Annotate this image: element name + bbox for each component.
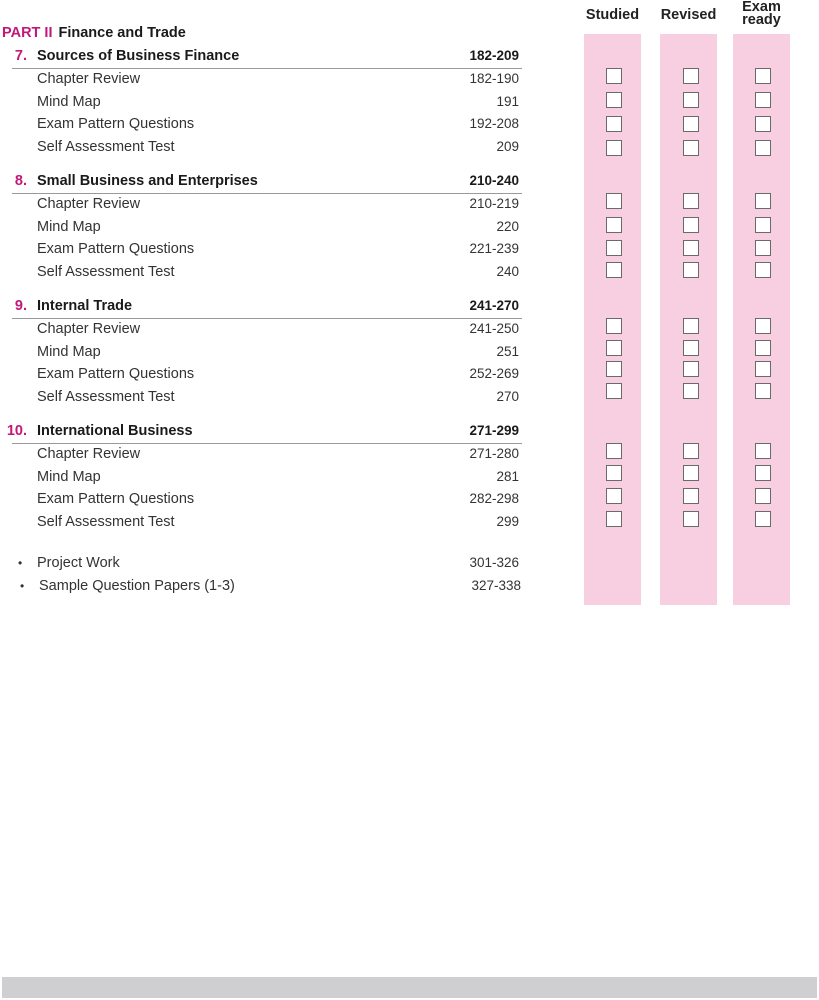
item-pages: 182-190 [469, 71, 519, 86]
item-pages: 220 [496, 219, 519, 234]
chapter-heading[interactable] [0, 171, 522, 191]
revised-checkbox[interactable] [683, 262, 699, 278]
footer-bar [2, 977, 817, 998]
item-title: Exam Pattern Questions [37, 491, 195, 507]
chapter-pages: 182-209 [469, 48, 519, 63]
item-title: Self Assessment Test [37, 514, 175, 530]
chapter-heading[interactable] [0, 421, 522, 441]
chapter-title: International Business [37, 423, 193, 439]
studied-checkbox[interactable] [606, 140, 622, 156]
chapter-pages: 210-240 [469, 173, 519, 188]
item-pages: 240 [496, 264, 519, 279]
revised-checkbox[interactable] [683, 68, 699, 84]
chapter-heading[interactable] [0, 296, 522, 316]
item-title: Exam Pattern Questions [37, 116, 195, 132]
extra-item[interactable] [0, 553, 522, 573]
chapter-heading[interactable] [0, 46, 522, 66]
exam-ready-checkbox[interactable] [755, 488, 771, 504]
studied-column-header: Studied [585, 7, 640, 23]
revised-checkbox[interactable] [683, 511, 699, 527]
item-title: Mind Map [37, 469, 101, 485]
studied-checkbox[interactable] [606, 68, 622, 84]
exam-ready-checkbox[interactable] [755, 262, 771, 278]
revised-checkbox[interactable] [683, 383, 699, 399]
studied-checkbox[interactable] [606, 193, 622, 209]
item-pages: 281 [496, 469, 519, 484]
exam-ready-checkbox[interactable] [755, 68, 771, 84]
revised-checkbox[interactable] [683, 240, 699, 256]
exam-ready-checkbox[interactable] [755, 465, 771, 481]
item-pages: 251 [496, 344, 519, 359]
item-pages: 192-208 [469, 116, 519, 131]
toc-item[interactable] [0, 69, 522, 89]
part-title: Finance and Trade [58, 25, 186, 41]
studied-checkbox[interactable] [606, 511, 622, 527]
toc-item[interactable] [0, 444, 522, 464]
exam-ready-checkbox[interactable] [755, 340, 771, 356]
studied-checkbox[interactable] [606, 488, 622, 504]
item-title: Chapter Review [37, 71, 141, 87]
toc-item[interactable] [0, 194, 522, 214]
item-title: Project Work [37, 555, 120, 571]
studied-checkbox[interactable] [606, 116, 622, 132]
item-title: Chapter Review [37, 196, 141, 212]
revised-checkbox[interactable] [683, 217, 699, 233]
item-title: Chapter Review [37, 321, 141, 337]
revised-checkbox[interactable] [683, 340, 699, 356]
item-pages: 241-250 [469, 321, 519, 336]
exam-ready-checkbox[interactable] [755, 443, 771, 459]
part-label: PART II [2, 25, 53, 41]
toc-item[interactable] [0, 239, 522, 259]
revised-checkbox[interactable] [683, 193, 699, 209]
studied-checkbox[interactable] [606, 443, 622, 459]
toc-item[interactable] [0, 364, 522, 384]
part-heading [2, 25, 186, 41]
toc-item[interactable] [0, 114, 522, 134]
revised-checkbox[interactable] [683, 465, 699, 481]
revised-checkbox[interactable] [683, 488, 699, 504]
exam-ready-checkbox[interactable] [755, 511, 771, 527]
exam-ready-checkbox[interactable] [755, 240, 771, 256]
chapter-title: Small Business and Enterprises [37, 173, 258, 189]
item-pages: 210-219 [469, 196, 519, 211]
item-pages: 301-326 [469, 555, 519, 570]
item-pages: 299 [496, 514, 519, 529]
chapter-title: Internal Trade [37, 298, 133, 314]
item-pages: 252-269 [469, 366, 519, 381]
studied-checkbox[interactable] [606, 318, 622, 334]
chapter-number: 10. [6, 423, 27, 439]
exam-ready-column-header [724, 1, 799, 27]
revised-checkbox[interactable] [683, 116, 699, 132]
exam-ready-header-line2: ready [742, 12, 781, 28]
item-title: Chapter Review [37, 446, 141, 462]
toc-item[interactable] [0, 489, 522, 509]
chapter-number: 7. [14, 48, 27, 64]
chapter-pages: 271-299 [469, 423, 519, 438]
bullet-marker: • [18, 556, 23, 570]
item-pages: 282-298 [469, 491, 519, 506]
revised-checkbox[interactable] [683, 140, 699, 156]
chapter-number: 9. [14, 298, 27, 314]
toc-item[interactable] [0, 262, 522, 282]
toc-item[interactable] [0, 137, 522, 157]
toc-item[interactable] [0, 92, 522, 112]
studied-checkbox[interactable] [606, 361, 622, 377]
item-pages: 209 [496, 139, 519, 154]
chapter-title: Sources of Business Finance [37, 48, 240, 64]
exam-ready-header-line1: Exam [742, 0, 781, 15]
revised-checkbox[interactable] [683, 443, 699, 459]
item-title: Mind Map [37, 219, 101, 235]
revised-checkbox[interactable] [683, 92, 699, 108]
item-pages: 221-239 [469, 241, 519, 256]
studied-checkbox[interactable] [606, 92, 622, 108]
exam-ready-checkbox[interactable] [755, 92, 771, 108]
exam-ready-checkbox[interactable] [755, 116, 771, 132]
toc-item[interactable] [0, 467, 522, 487]
revised-checkbox[interactable] [683, 318, 699, 334]
exam-ready-checkbox[interactable] [755, 383, 771, 399]
bullet-marker: • [20, 579, 25, 593]
chapter-number: 8. [14, 173, 27, 189]
item-title: Self Assessment Test [37, 389, 175, 405]
item-title: Self Assessment Test [37, 264, 175, 280]
toc-item[interactable] [0, 342, 522, 362]
toc-item[interactable] [0, 512, 522, 532]
studied-checkbox[interactable] [606, 240, 622, 256]
chapter-pages: 241-270 [469, 298, 519, 313]
toc-item[interactable] [0, 319, 522, 339]
item-title: Sample Question Papers (1-3) [39, 578, 235, 594]
toc-item[interactable] [0, 387, 522, 407]
toc-item[interactable] [0, 217, 522, 237]
item-title: Exam Pattern Questions [37, 366, 195, 382]
revised-column-header: Revised [660, 7, 717, 23]
item-pages: 191 [496, 94, 519, 109]
studied-checkbox[interactable] [606, 217, 622, 233]
exam-ready-checkbox[interactable] [755, 217, 771, 233]
item-pages: 271-280 [469, 446, 519, 461]
exam-ready-checkbox[interactable] [755, 140, 771, 156]
item-title: Mind Map [37, 344, 101, 360]
item-title: Exam Pattern Questions [37, 241, 195, 257]
item-pages: 270 [496, 389, 519, 404]
exam-ready-checkbox[interactable] [755, 318, 771, 334]
item-title: Mind Map [37, 94, 101, 110]
exam-ready-checkbox[interactable] [755, 193, 771, 209]
studied-checkbox[interactable] [606, 262, 622, 278]
item-pages: 327-338 [471, 578, 521, 593]
studied-checkbox[interactable] [606, 383, 622, 399]
studied-checkbox[interactable] [606, 465, 622, 481]
item-title: Self Assessment Test [37, 139, 175, 155]
extra-item[interactable] [0, 576, 522, 596]
studied-checkbox[interactable] [606, 340, 622, 356]
exam-ready-checkbox[interactable] [755, 361, 771, 377]
revised-checkbox[interactable] [683, 361, 699, 377]
